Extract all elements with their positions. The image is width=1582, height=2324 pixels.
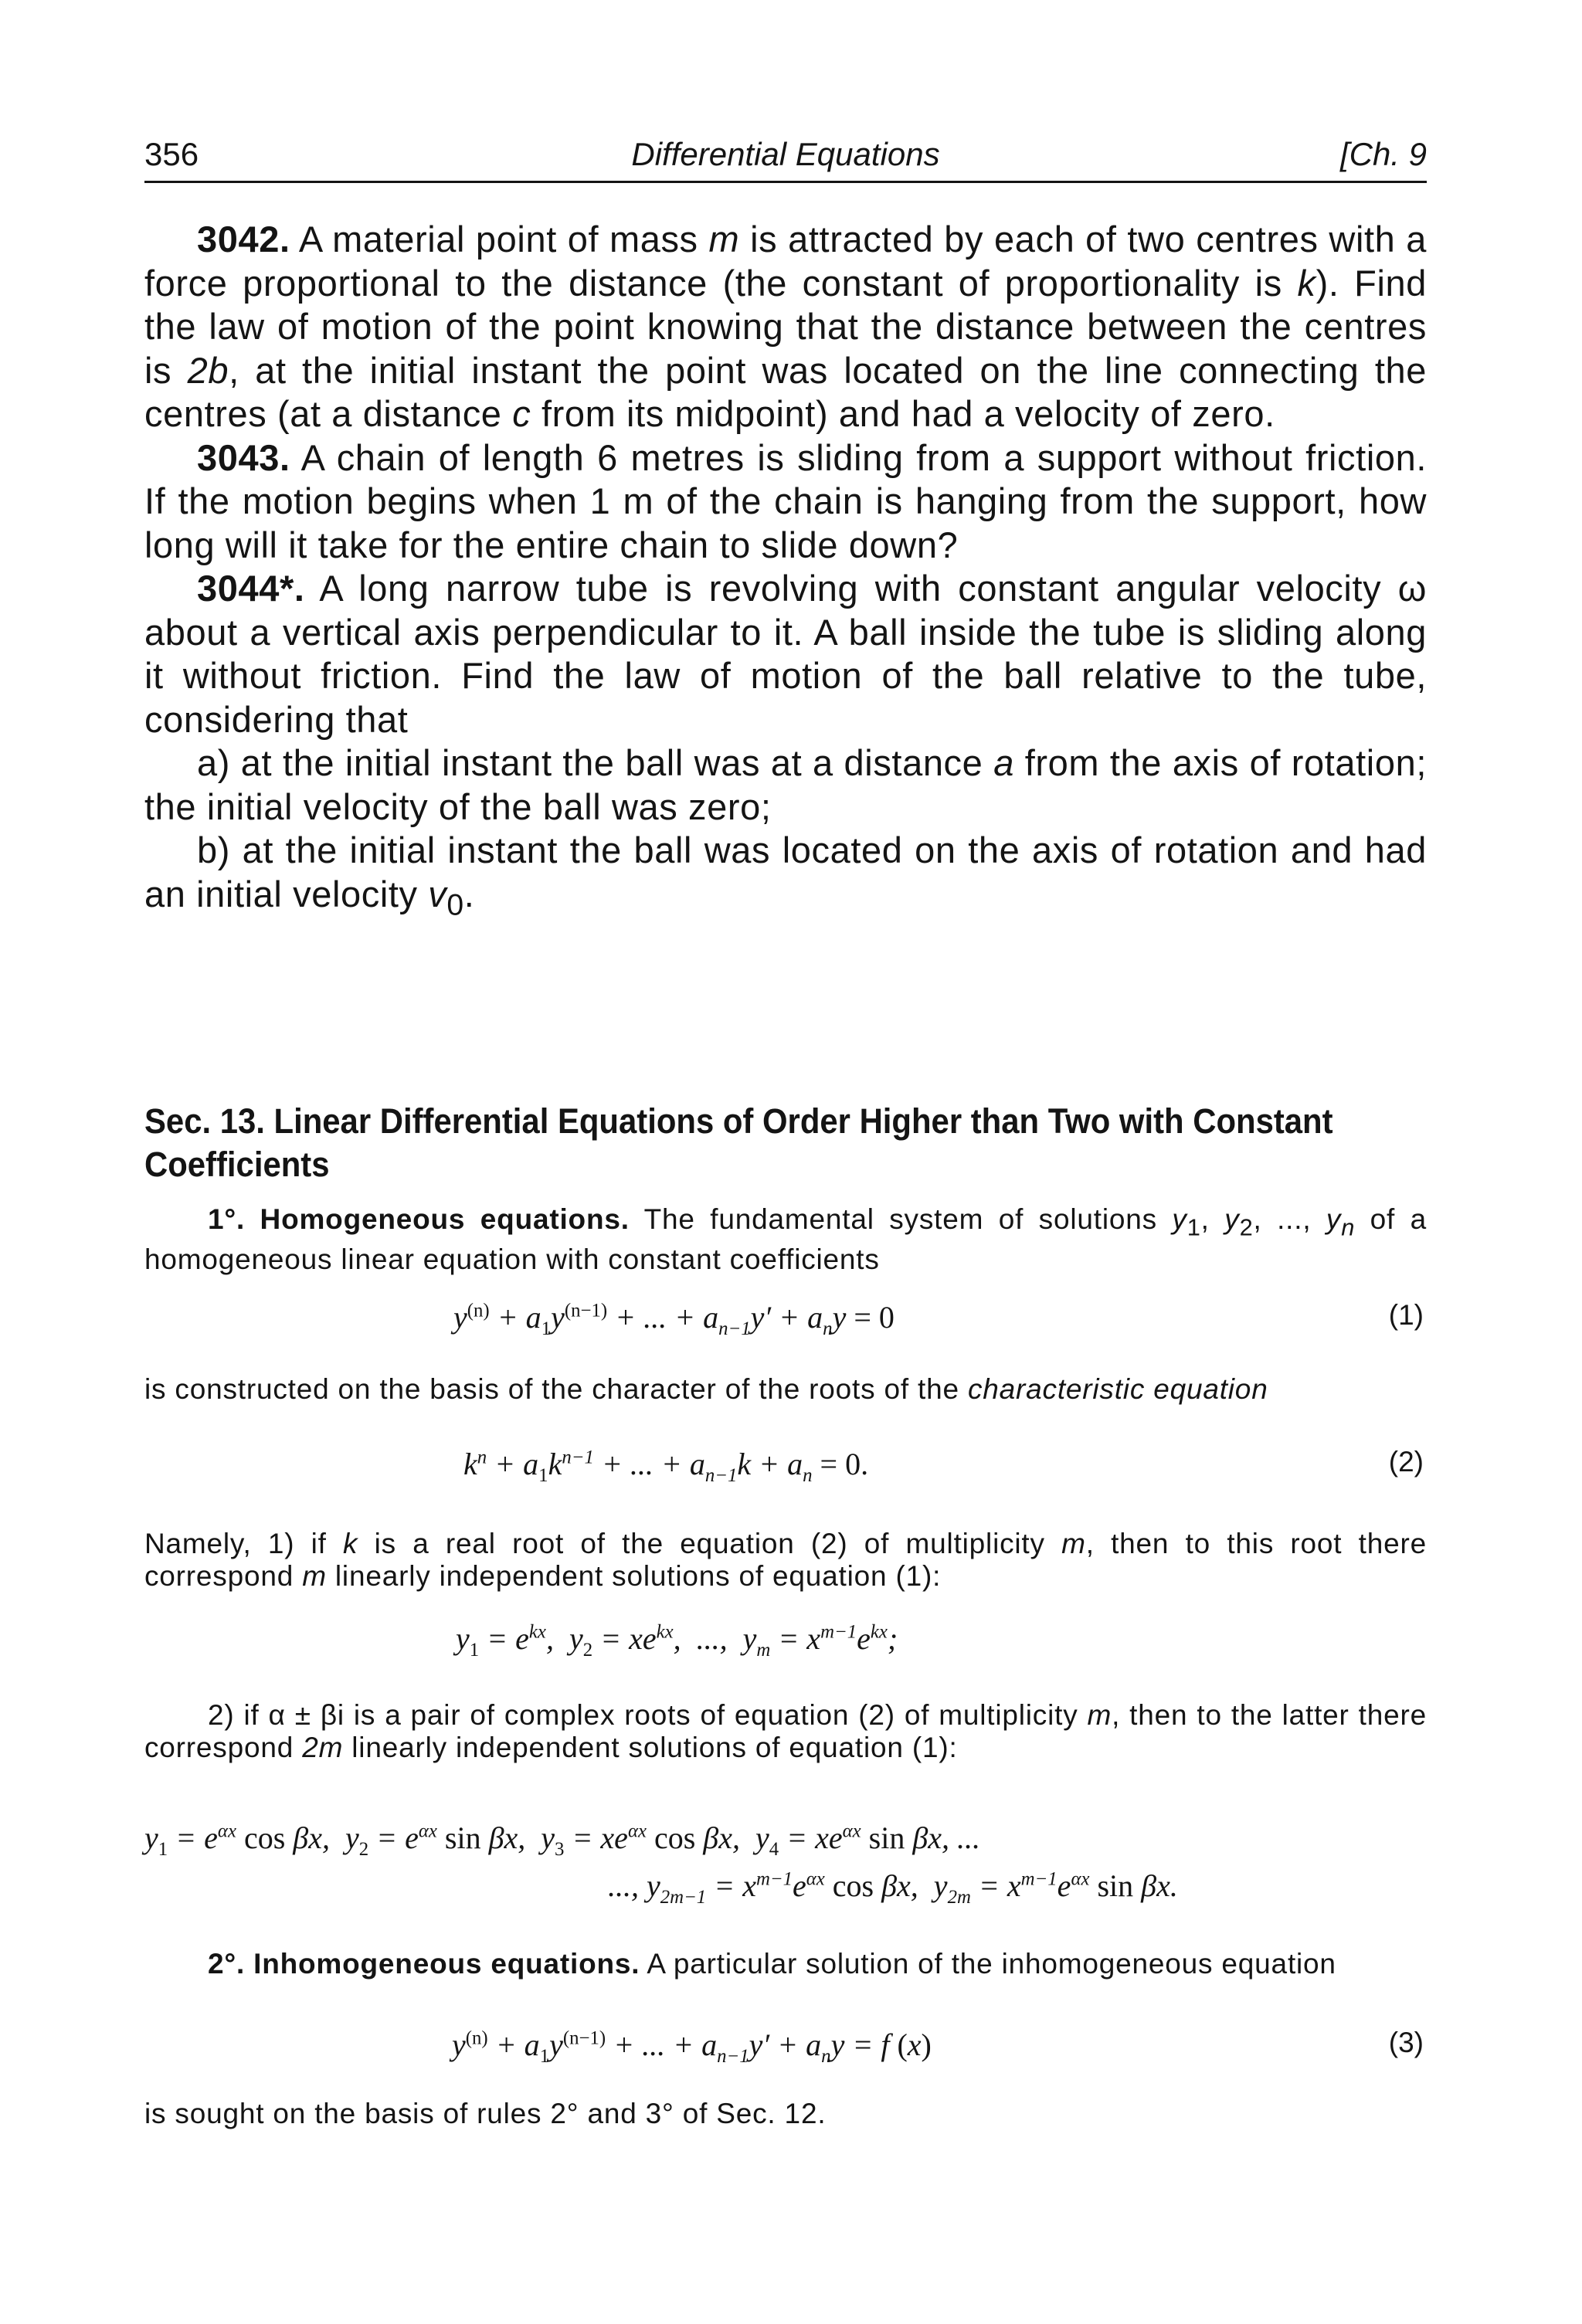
equation-1-expr: $y^{(n)} + a_1y^{(n-1)}$ + ... + $a_{n-1}y' + a_ny = 0$ <box>453 1300 895 1339</box>
problem-3044-part-a <box>144 741 1427 829</box>
paragraph-text: Namely, 1) if <box>144 1528 344 1559</box>
problem-text: A chain of length 6 metres is sliding from a support without friction. If the motion begins when 1 m of the chain is hanging from the support, how long will it take for the entire chain to slide down? <box>144 436 1427 565</box>
complex-root-solutions-line-1 <box>144 1820 1427 1860</box>
paragraph-real-roots <box>144 1528 1427 1593</box>
math-var: m <box>1087 1699 1112 1731</box>
paragraph-text: of a homogeneous linear equation with constant coefficients <box>144 1203 1427 1276</box>
problem-text: A long narrow tube is revolving with constant angular velocity ω about a vertical axis perpendicular to it. A ball inside the tube is sliding along it without friction. Find the law of motion of the ball relative to the tube, considering that <box>144 568 1427 740</box>
math-var: v <box>428 873 447 914</box>
problem-text: b) at the initial instant the ball was located on the axis of rotation and had an initial velocity <box>144 830 1427 914</box>
math-subscript: 1 <box>1186 1213 1201 1241</box>
page-number: 356 <box>144 136 199 172</box>
paragraph-text: A particular solution of the inhomogeneous equation <box>640 1948 1336 1980</box>
equation-1-label: (1) <box>1388 1299 1424 1331</box>
math-var: y <box>1224 1203 1240 1235</box>
equation-2-label: (2) <box>1388 1446 1424 1478</box>
problem-text: is attracted by each of two centres with a force proportional to the distance (the constant of proportionality is <box>144 219 1427 304</box>
math-var: y <box>1326 1203 1342 1235</box>
problems-block <box>144 218 1427 927</box>
math-var: c <box>512 393 531 434</box>
math-var: 2b <box>187 349 229 391</box>
math-subscript: n <box>1341 1213 1356 1241</box>
problem-text: from the axis of rotation; the initial velocity of the ball was zero; <box>144 742 1427 827</box>
paragraph-text: is a real root of the equation (2) of multiplicity <box>358 1528 1062 1559</box>
problem-text: a) at the initial instant the ball was at a distance <box>197 742 994 783</box>
paragraph-lead: 1°. Homogeneous equations. <box>208 1203 630 1235</box>
paragraph-text: , then to this root there correspond <box>144 1528 1428 1592</box>
problem-number: 3043. <box>197 436 290 478</box>
chapter-label: [Ch. 9 <box>1339 136 1427 172</box>
equation-2-expr: $k^n + a_1k^{n-1}$ + ... + $a_{n-1}k + a_n = 0$. <box>463 1447 869 1486</box>
problem-3042 <box>144 218 1427 436</box>
math-subscript: 0 <box>446 887 464 921</box>
math-var: k <box>1297 262 1316 304</box>
equation-3-label: (3) <box>1388 2027 1424 2058</box>
paragraph-characteristic <box>144 1373 1427 1406</box>
paragraph-text: linearly independent solutions of equation (1): <box>343 1732 958 1763</box>
paragraph-rules-reference: is sought on the basis of rules 2° and 3° of Sec. 12. <box>144 2098 827 2129</box>
complex-root-solutions-expr-2: ..., $y_{2m-1} = x^{m-1}e^{\alpha x}$ cos βx, $y_{2m} = x^{m-1}e^{\alpha x}$ sin βx. <box>608 1868 1178 1908</box>
paragraph-text: linearly independent solutions of equation (1): <box>326 1560 942 1592</box>
paragraph-text: The fundamental system of solutions <box>629 1203 1173 1235</box>
equation-2 <box>144 1446 1427 1486</box>
math-var: k <box>343 1528 358 1559</box>
paragraph-text: , then to the latter there correspond <box>144 1699 1427 1763</box>
problem-3043 <box>144 436 1427 568</box>
running-header <box>144 131 1427 183</box>
paragraph-text: is constructed on the basis of the character of the roots of the <box>144 1373 968 1405</box>
problem-number: 3044*. <box>197 568 305 609</box>
paragraph-lead: 2°. Inhomogeneous equations. <box>208 1948 640 1980</box>
math-var: m <box>1061 1528 1086 1559</box>
problem-text: . <box>463 873 475 914</box>
paragraph-homogeneous <box>144 1203 1427 1276</box>
problem-3044-part-b <box>144 829 1427 927</box>
complex-root-solutions-expr-1: $y_1 = e^{\alpha x}$ cos βx, $y_2 = e^{\alpha x}$ sin βx, $y_3 = xe^{\alpha x}$ cos βx, $y_4 = xe^{\alpha x}$ sin βx, ... <box>144 1820 981 1860</box>
equation-3 <box>144 2027 1427 2067</box>
problem-3044 <box>144 567 1427 741</box>
paragraph-inhomogeneous <box>144 1948 1427 1980</box>
paragraph-complex-roots <box>144 1699 1427 1764</box>
equation-1 <box>144 1299 1427 1339</box>
real-root-solutions-expr: $y_1 = e^{kx}$, $y_2 = xe^{kx}$, ..., $y_m = x^{m-1}e^{kx}$; <box>456 1621 898 1661</box>
real-root-solutions <box>144 1620 1427 1661</box>
equation-3-expr: $y^{(n)} + a_1y^{(n-1)}$ + ... + $a_{n-1}y' + a_ny = f$ (x) <box>452 2027 932 2067</box>
section-heading: Sec. 13. Linear Differential Equations of Order Higher than Two with Constant Coefficients <box>144 1101 1333 1184</box>
running-title: Differential Equations <box>631 136 940 172</box>
problem-text: ). Find the law of motion of the point knowing that the distance between the centres is <box>144 262 1427 391</box>
problem-text: A material point of mass <box>290 219 709 260</box>
math-var: a <box>993 742 1014 783</box>
math-var: y <box>1172 1203 1187 1235</box>
problem-text: , at the initial instant the point was located on the line connecting the centres (at a distance <box>144 349 1427 434</box>
paragraph-text: , <box>1200 1203 1225 1235</box>
paragraph-text: , ..., <box>1253 1203 1326 1235</box>
complex-root-solutions-line-2 <box>144 1868 1427 1908</box>
math-subscript: 2 <box>1239 1213 1254 1241</box>
math-var: m <box>708 219 740 260</box>
emphasis-text: characteristic equation <box>967 1373 1268 1405</box>
problem-number: 3042. <box>197 219 290 260</box>
math-var: m <box>302 1560 327 1592</box>
math-var: 2m <box>302 1732 344 1763</box>
problem-text: from its midpoint) and had a velocity of zero. <box>531 393 1275 434</box>
paragraph-text: 2) if α ± βi is a pair of complex roots of equation (2) of multiplicity <box>208 1699 1088 1731</box>
